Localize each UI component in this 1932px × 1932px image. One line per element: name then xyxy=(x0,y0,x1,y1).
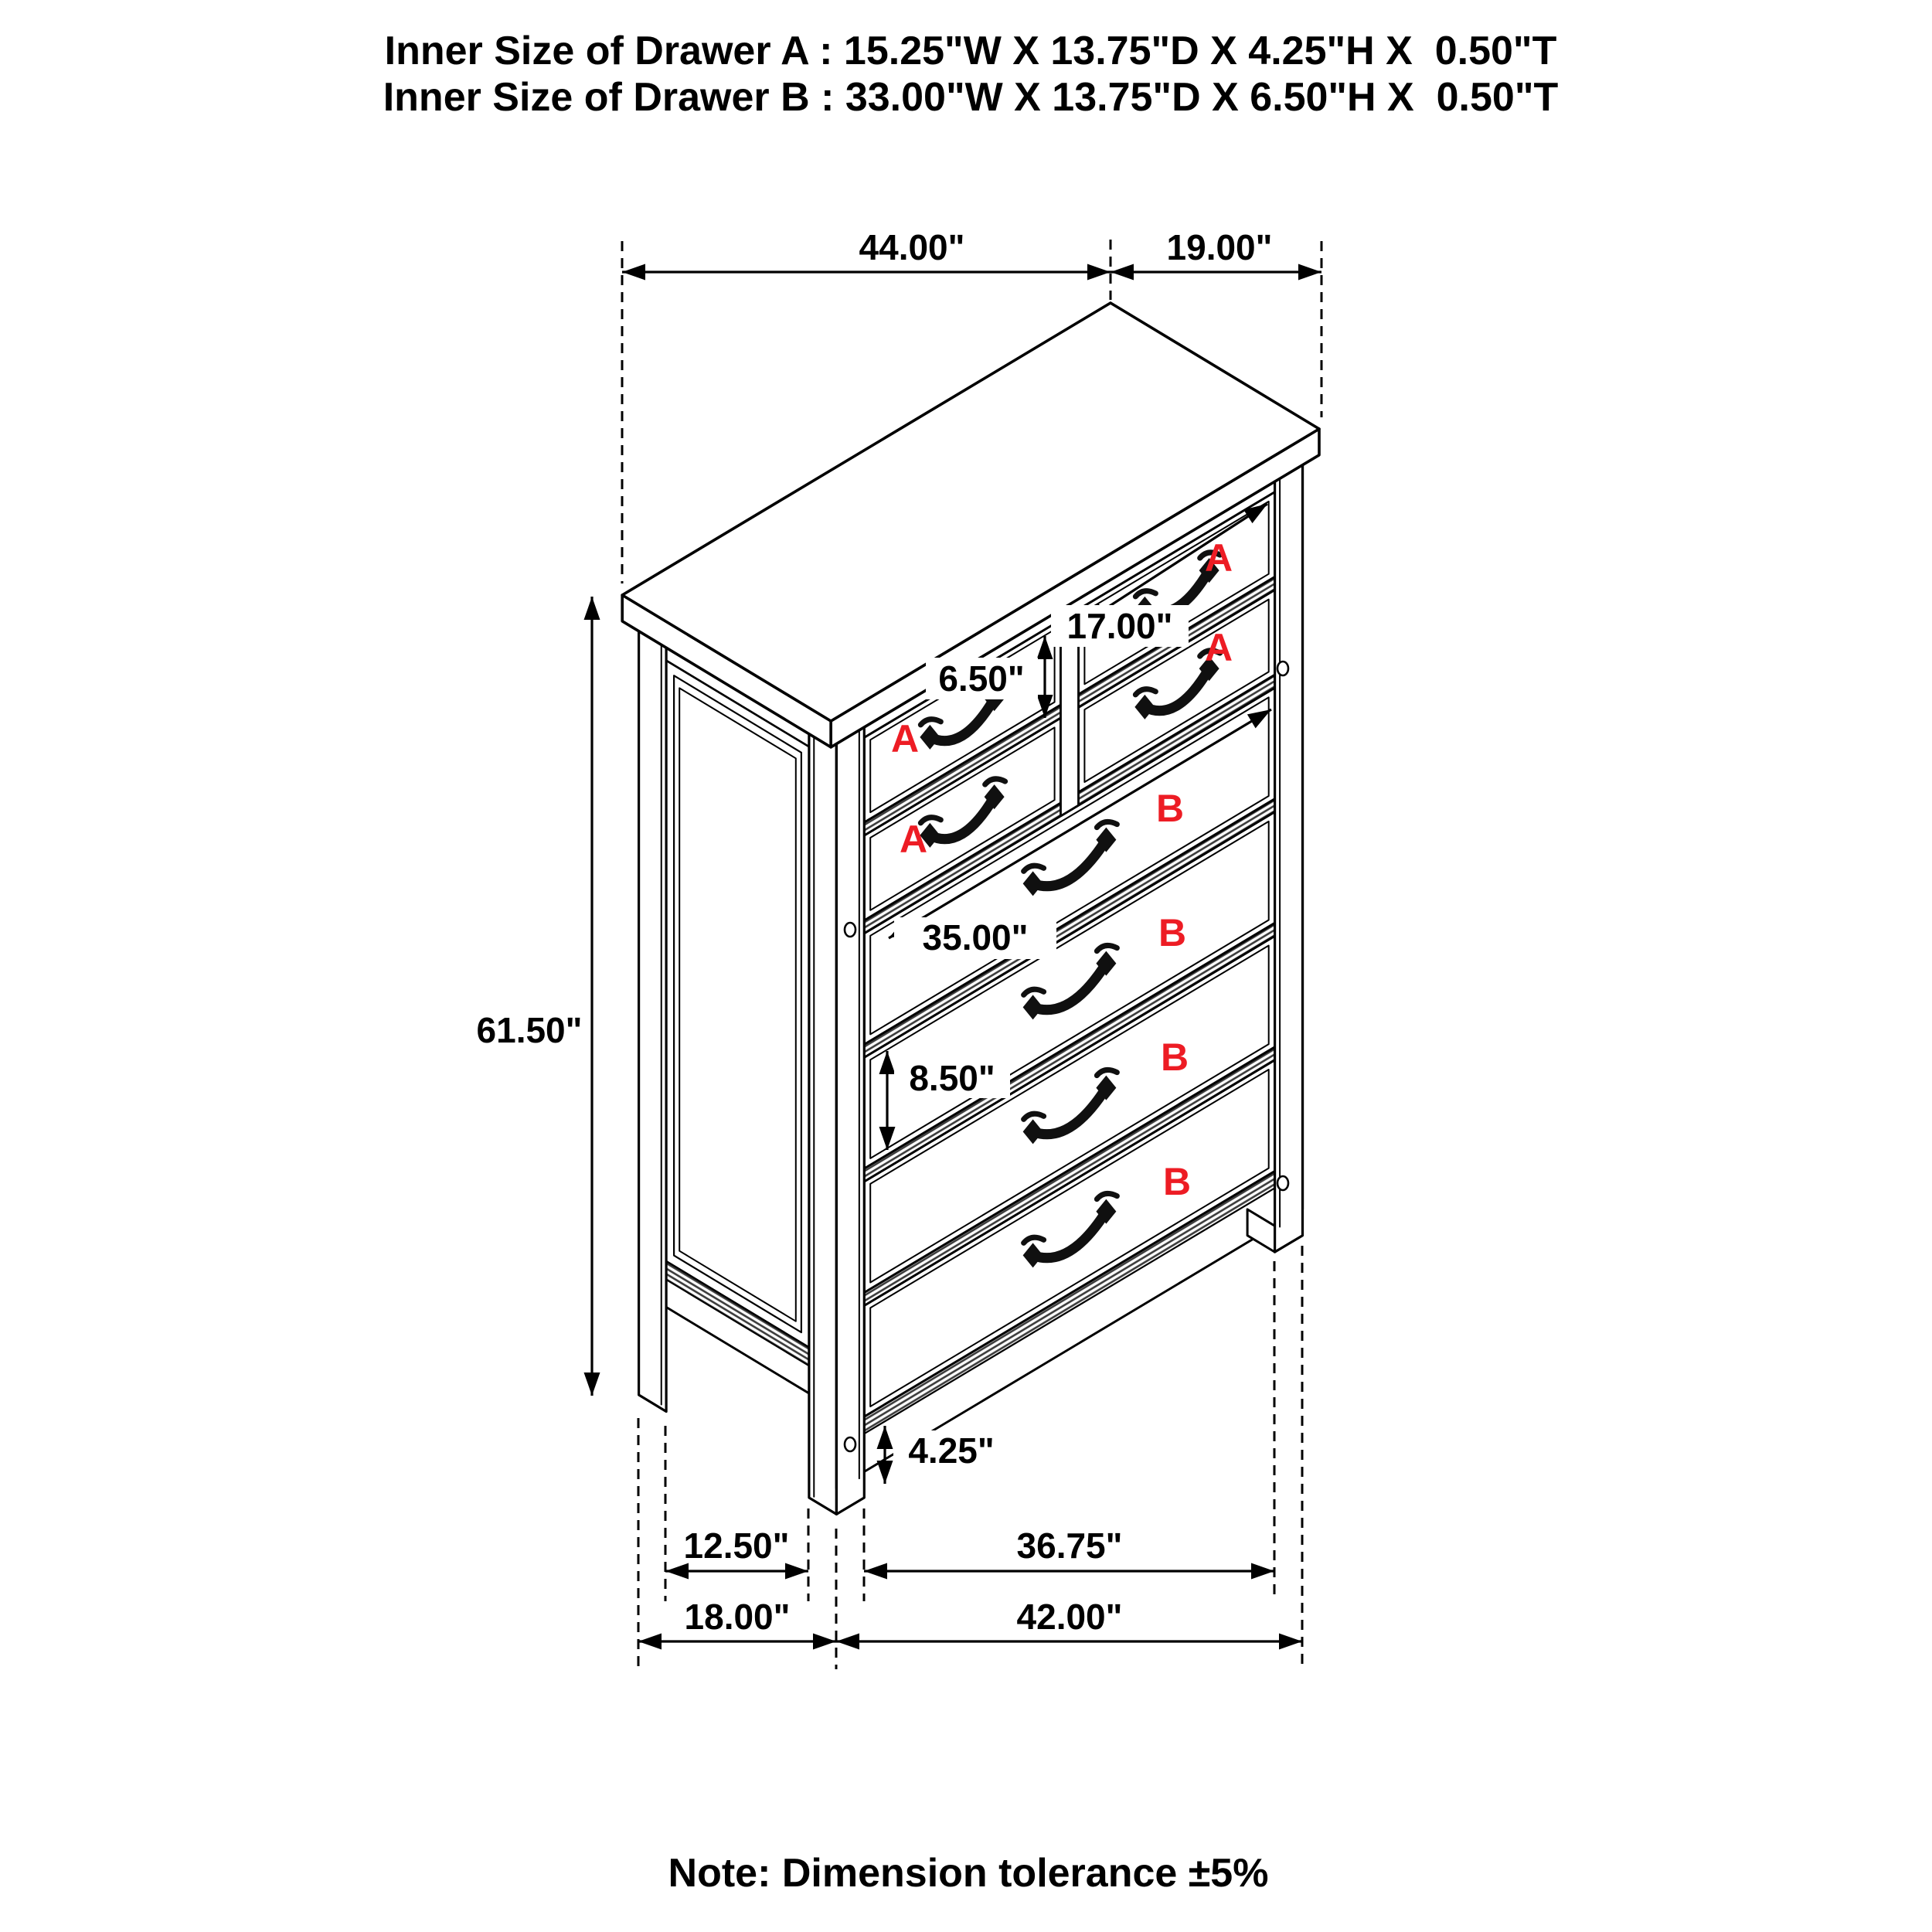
dim-label-drawer-a-width: 17.00" xyxy=(1066,606,1173,646)
drawer-letter-a2-left: A xyxy=(899,818,928,861)
dim-label-top-width: 44.00" xyxy=(859,227,965,267)
drawer-letter-a1-left: A xyxy=(890,717,920,760)
drawer-letter-b4: B xyxy=(1162,1160,1192,1203)
header-line2: Inner Size of Drawer B : 33.00"W X 13.75"D X 6.50"H X 0.50"T xyxy=(383,75,1559,120)
dim-label-front-leg-spacing: 36.75" xyxy=(1016,1526,1123,1566)
dim-label-drawer-b-height: 8.50" xyxy=(909,1058,995,1098)
drawer-letter-a2-right: A xyxy=(1204,626,1233,669)
dim-label-top-depth: 19.00" xyxy=(1166,227,1273,267)
header-line1: Inner Size of Drawer A : 15.25"W X 13.75"D X 4.25"H X 0.50"T xyxy=(384,29,1557,73)
dim-label-drawer-b-width: 35.00" xyxy=(922,917,1029,957)
dim-label-base-width: 42.00" xyxy=(1016,1597,1123,1637)
tolerance-note: Note: Dimension tolerance ±5% xyxy=(668,1851,1269,1896)
cabinet-drawing xyxy=(622,303,1319,1514)
dim-label-side-leg-spacing: 12.50" xyxy=(683,1526,790,1566)
dim-label-overall-height: 61.50" xyxy=(476,1010,583,1050)
drawer-letter-b2: B xyxy=(1158,911,1187,954)
drawer-letter-a1-right: A xyxy=(1204,536,1233,580)
dim-label-base-rail-height: 4.25" xyxy=(908,1430,995,1471)
dim-label-drawer-a-height: 6.50" xyxy=(938,658,1025,699)
drawer-letter-b1: B xyxy=(1155,787,1185,830)
dim-label-base-depth: 18.00" xyxy=(684,1597,791,1637)
drawer-letter-b3: B xyxy=(1160,1036,1189,1079)
